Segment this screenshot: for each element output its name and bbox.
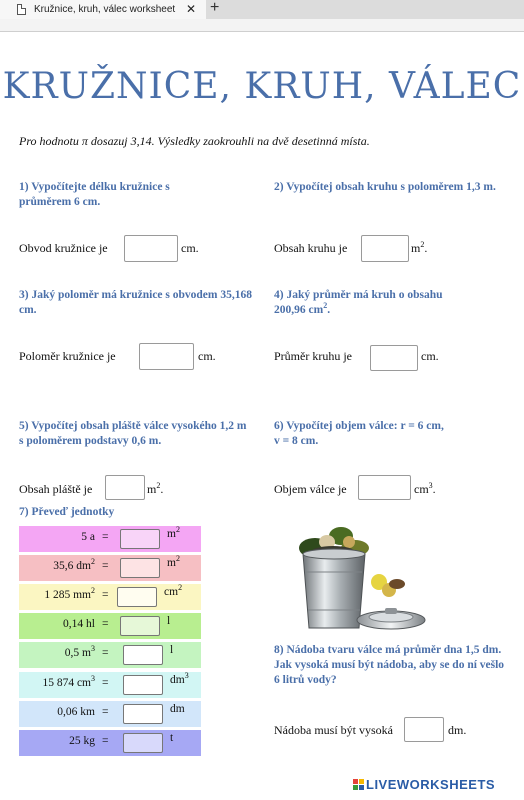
conversion-value: 15 874 $cm^3$ bbox=[42, 673, 95, 689]
conversion-value: 5 a bbox=[81, 531, 95, 543]
conversion-answer-input[interactable] bbox=[123, 733, 163, 753]
conversion-row bbox=[19, 584, 201, 610]
conversion-answer-input[interactable] bbox=[120, 616, 160, 636]
conversion-row bbox=[19, 613, 201, 639]
equals-sign: = bbox=[102, 531, 109, 543]
q4-unit: cm. bbox=[421, 349, 439, 363]
liveworksheets-logo-icon bbox=[353, 779, 364, 790]
q1-label: Obvod kružnice je bbox=[19, 241, 108, 255]
question-3: 3) Jaký poloměr má kružnice s obvodem 35,168 cm. bbox=[19, 289, 252, 316]
conversion-answer-input[interactable] bbox=[120, 558, 160, 578]
equals-sign: = bbox=[102, 647, 109, 660]
q3-label: Poloměr kružnice je bbox=[19, 349, 116, 363]
conversion-answer-input[interactable] bbox=[117, 587, 157, 607]
conversion-value: 35,6 $dm^2$ bbox=[53, 557, 95, 573]
browser-tab[interactable] bbox=[0, 0, 206, 19]
q4-label: Průměr kruhu je bbox=[274, 349, 352, 363]
q6-unit: $cm^3$. bbox=[414, 481, 436, 496]
tab-title: Kružnice, kruh, válec worksheet bbox=[34, 4, 176, 15]
conversion-unit: dm bbox=[170, 702, 185, 715]
equals-sign: = bbox=[102, 560, 109, 573]
q6-label: Objem válce je bbox=[274, 482, 347, 496]
page-title: KRUŽNICE, KRUH, VÁLEC bbox=[2, 66, 522, 107]
q2-label: Obsah kruhu je bbox=[274, 241, 348, 255]
equals-sign: = bbox=[102, 705, 109, 718]
instructions: Pro hodnotu π dosazuj 3,14. Výsledky zaokrouhli na dvě desetinná místa. bbox=[19, 134, 370, 148]
question-4: 4) Jaký průměr má kruh o obsahu 200,96 $cm^2$. bbox=[274, 289, 443, 316]
q5-label: Obsah pláště je bbox=[19, 482, 93, 496]
conversion-value: 0,5 $m^3$ bbox=[64, 644, 95, 660]
conversion-unit: $cm^2$ bbox=[164, 583, 183, 599]
question-2: 2) Vypočítej obsah kruhu s poloměrem 1,3 m. bbox=[274, 181, 496, 193]
conversion-row bbox=[19, 642, 201, 668]
q8-unit: dm. bbox=[448, 723, 467, 737]
q8-answer-input[interactable] bbox=[404, 717, 444, 742]
browser-toolbar bbox=[0, 19, 524, 32]
equals-sign: = bbox=[102, 734, 109, 747]
conversion-row bbox=[19, 672, 201, 698]
question-6: 6) Vypočítej objem válce: r = 6 cm, v = 8 cm. bbox=[274, 420, 444, 447]
conversion-unit: $m^2$ bbox=[167, 525, 180, 540]
conversion-value: 0,06 km bbox=[57, 705, 95, 718]
conversion-row bbox=[19, 730, 201, 756]
conversion-row bbox=[19, 526, 201, 552]
equals-sign: = bbox=[102, 618, 109, 631]
conversion-value: 1 285 $mm^2$ bbox=[44, 586, 95, 602]
q4-answer-input[interactable] bbox=[370, 345, 418, 371]
q3-answer-input[interactable] bbox=[139, 343, 194, 370]
question-1: 1) Vypočítejte délku kružnice s průměrem 6 cm. bbox=[19, 181, 170, 208]
conversion-answer-input[interactable] bbox=[123, 704, 163, 724]
conversion-row bbox=[19, 555, 201, 581]
new-tab-icon[interactable]: + bbox=[210, 0, 220, 16]
q5-unit: $m^2$. bbox=[147, 481, 164, 496]
q2-answer-input[interactable] bbox=[361, 235, 409, 262]
q8-label: Nádoba musí být vysoká bbox=[274, 723, 393, 737]
conversion-answer-input[interactable] bbox=[123, 645, 163, 665]
conversion-unit: $m^2$ bbox=[167, 554, 180, 570]
question-8: 8) Nádoba tvaru válce má průměr dna 1,5 dm. Jak vysoká musí být nádoba, aby se do ní vešlo 6 litrů vody? bbox=[274, 644, 505, 686]
question-5: 5) Vypočítej obsah pláště válce vysokého 1,2 m s poloměrem podstavy 0,6 m. bbox=[19, 420, 247, 447]
trash-can-illustration bbox=[293, 522, 443, 637]
conversion-answer-input[interactable] bbox=[120, 529, 160, 549]
q6-answer-input[interactable] bbox=[358, 475, 411, 500]
equals-sign: = bbox=[102, 676, 109, 689]
conversion-row bbox=[19, 701, 201, 727]
conversion-unit: $dm^3$ bbox=[170, 670, 189, 686]
q3-unit: cm. bbox=[198, 349, 216, 363]
conversion-value: 25 kg bbox=[69, 734, 95, 747]
q1-answer-input[interactable] bbox=[124, 235, 178, 262]
conversion-unit: t bbox=[170, 731, 174, 744]
page-icon bbox=[17, 4, 26, 15]
conversion-unit: l bbox=[167, 615, 171, 628]
conversion-answer-input[interactable] bbox=[123, 675, 163, 695]
equals-sign: = bbox=[102, 589, 109, 602]
q5-answer-input[interactable] bbox=[105, 475, 145, 500]
q1-unit: cm. bbox=[181, 241, 199, 255]
q2-unit: $m^2$. bbox=[411, 240, 428, 255]
close-icon[interactable]: ✕ bbox=[186, 2, 197, 16]
conversion-unit: l bbox=[170, 644, 174, 657]
question-7-title: 7) Převeď jednotky bbox=[19, 506, 115, 518]
conversion-value: 0,14 hl bbox=[63, 618, 95, 631]
footer-brand: LIVEWORKSHEETS bbox=[366, 777, 496, 792]
browser-tab-bar bbox=[0, 0, 524, 19]
